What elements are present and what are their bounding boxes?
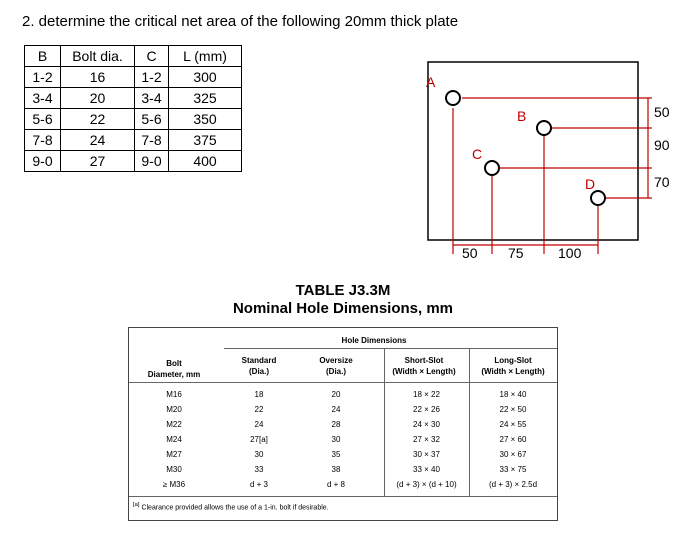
- plate-drawing: [422, 40, 682, 280]
- table-cell: 18 × 40: [499, 390, 527, 399]
- dim-label-50: 50: [654, 104, 670, 120]
- cell: 375: [169, 130, 242, 151]
- plate-figure: [422, 40, 682, 280]
- cell: 1-2: [135, 67, 169, 88]
- table-cell: M16: [166, 390, 182, 399]
- table-cell: 24: [331, 405, 341, 414]
- table-frame: [128, 327, 558, 521]
- hole-label-d: D: [585, 176, 596, 192]
- cell: 5-6: [135, 109, 169, 130]
- table-title: TABLE J3.3M: [295, 282, 391, 299]
- table-cell: 24 × 30: [413, 420, 440, 429]
- table-cell: ≥ M36: [162, 480, 186, 489]
- table-cell: (d + 3) × 2.5d: [488, 480, 538, 489]
- header-length: L (mm): [169, 46, 242, 67]
- table-cell: 33: [254, 465, 264, 474]
- table-cell: 22 × 50: [499, 405, 527, 414]
- hole-a-icon: [446, 91, 460, 105]
- dim-label-70: 70: [654, 174, 670, 190]
- cell: 20: [61, 88, 135, 109]
- table-cell: M30: [166, 465, 182, 474]
- hole-label-c: C: [472, 146, 483, 162]
- cell: 9-0: [25, 151, 61, 172]
- table-header-row: [25, 46, 242, 67]
- cell: 400: [169, 151, 242, 172]
- table-row: [25, 88, 242, 109]
- hole-c-icon: [485, 161, 499, 175]
- table-footnote: [a] Clearance provided allows the use of a 1-in. bolt if desirable.: [133, 502, 329, 512]
- table-row: [25, 109, 242, 130]
- header-bolt-dia: Bolt dia.: [61, 46, 135, 67]
- header-oversize: Oversize (Dia.): [319, 356, 353, 376]
- table-cell: 27 × 60: [499, 435, 527, 444]
- table-cell: 30: [254, 450, 264, 459]
- header-standard: Standard (Dia.): [241, 356, 277, 376]
- cell: 7-8: [25, 130, 61, 151]
- dim-label-h75: 75: [508, 245, 524, 261]
- table-cell: 24 × 55: [499, 420, 527, 429]
- table-cell: 20: [331, 390, 341, 399]
- cell: 22: [61, 109, 135, 130]
- header-short-slot: Short-Slot (Width × Length): [392, 356, 456, 376]
- table-cell: 30: [331, 435, 341, 444]
- dim-label-h50: 50: [462, 245, 478, 261]
- table-cell: 30 × 37: [413, 450, 440, 459]
- table-row: [25, 130, 242, 151]
- table-cell: d + 8: [326, 480, 345, 489]
- table-cell: 30 × 67: [499, 450, 527, 459]
- header-c: C: [135, 46, 169, 67]
- table-cell: 27 × 32: [413, 435, 440, 444]
- table-cell: 27[a]: [250, 435, 268, 444]
- cell: 27: [61, 151, 135, 172]
- hole-d-icon: [591, 191, 605, 205]
- table-cell: 33 × 40: [413, 465, 440, 474]
- table-cell: 33 × 75: [499, 465, 527, 474]
- header-hole-dimensions: Hole Dimensions: [341, 336, 407, 345]
- table-cell: 38: [331, 465, 341, 474]
- table-cell: M22: [166, 420, 182, 429]
- table-cell: 24: [254, 420, 264, 429]
- cell: 3-4: [25, 88, 61, 109]
- cell: 3-4: [135, 88, 169, 109]
- header-b: B: [25, 46, 61, 67]
- table-cell: M20: [166, 405, 182, 414]
- hole-b-icon: [537, 121, 551, 135]
- dimension-lines: [453, 98, 652, 254]
- cell: 350: [169, 109, 242, 130]
- cell: 300: [169, 67, 242, 88]
- table-cell: 18 × 22: [413, 390, 440, 399]
- dim-label-90: 90: [654, 137, 670, 153]
- cell: 325: [169, 88, 242, 109]
- given-data-table: [24, 45, 242, 172]
- cell: 24: [61, 130, 135, 151]
- header-long-slot: Long-Slot (Width × Length): [481, 356, 545, 376]
- table-cell: 28: [331, 420, 341, 429]
- table-row: [25, 151, 242, 172]
- cell: 16: [61, 67, 135, 88]
- table-cell: 35: [331, 450, 341, 459]
- cell: 7-8: [135, 130, 169, 151]
- dim-label-h100: 100: [558, 245, 582, 261]
- table-subtitle: Nominal Hole Dimensions, mm: [232, 300, 454, 317]
- table-cell: M27: [166, 450, 182, 459]
- table-row: [25, 67, 242, 88]
- cell: 9-0: [135, 151, 169, 172]
- hole-dimensions-table: [128, 272, 558, 522]
- hole-label-a: A: [426, 74, 436, 90]
- cell: 5-6: [25, 109, 61, 130]
- table-cell: 22: [254, 405, 264, 414]
- table-cell: (d + 3) × (d + 10): [396, 480, 457, 489]
- cell: 1-2: [25, 67, 61, 88]
- plate-outline: [428, 62, 638, 240]
- table-cell: 18: [254, 390, 264, 399]
- table-cell: M24: [166, 435, 182, 444]
- hole-label-b: B: [517, 108, 527, 124]
- table-cell: d + 3: [249, 480, 268, 489]
- table-cell: 22 × 26: [413, 405, 440, 414]
- question-text: 2. determine the critical net area of the following 20mm thick plate: [22, 13, 459, 30]
- header-bolt-diameter: Bolt Diameter, mm: [147, 359, 201, 379]
